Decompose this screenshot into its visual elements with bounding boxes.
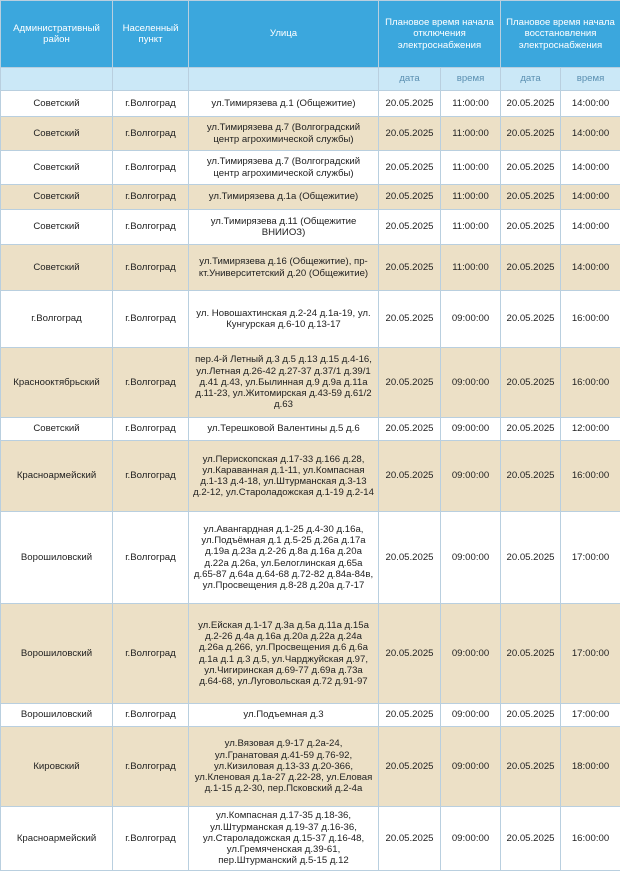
on-date-cell: 20.05.2025 [501,704,561,727]
on-time-cell: 18:00:00 [561,727,620,807]
off-time-cell: 11:00:00 [441,245,501,291]
street-cell: ул.Перископская д.17-33 д.166 д.28, ул.Караванная д.1-11, ул.Компасная д.1-13 д.4-18, ул.Штурманская д.3-13 д.2-12, ул.Староладожская д.1-19 д.2-14 [189,441,379,512]
street-cell: ул.Подъемная д.3 [189,704,379,727]
off-date-cell: 20.05.2025 [379,604,441,704]
off-time-cell: 09:00:00 [441,704,501,727]
table-row [1,91,620,117]
district-cell: Советский [1,151,113,185]
on-date-cell: 20.05.2025 [501,441,561,512]
table-row [1,291,620,348]
table-row [1,604,620,704]
off-time-cell: 09:00:00 [441,291,501,348]
district-cell: Советский [1,210,113,245]
off-time-cell: 09:00:00 [441,807,501,871]
on-date-cell: 20.05.2025 [501,117,561,151]
street-cell: ул.Тимирязева д.16 (Общежитие), пр-кт.Университетский д.20 (Общежитие) [189,245,379,291]
on-date-cell: 20.05.2025 [501,512,561,604]
off-date-cell: 20.05.2025 [379,245,441,291]
col-street: Улица [189,1,379,68]
street-cell: ул.Компасная д.17-35 д.18-36, ул.Штурманская д.19-37 д.16-36, ул.Староладожская д.15-37 д.16-48, ул.Гремяченская д.39-61, пер.Штурманский д.5-15 д.12 [189,807,379,871]
locality-cell: г.Волгоград [113,604,189,704]
district-cell: Красноармейский [1,807,113,871]
on-date-cell: 20.05.2025 [501,727,561,807]
on-date-cell: 20.05.2025 [501,245,561,291]
district-cell: Ворошиловский [1,604,113,704]
col-off-time: Плановое время начала отключения электроснабжения [379,1,501,68]
district-cell: Советский [1,245,113,291]
off-date-cell: 20.05.2025 [379,512,441,604]
district-cell: Кировский [1,727,113,807]
subheader-empty [1,68,113,91]
col-restore-time: Плановое время начала восстановления электроснабжения [501,1,620,68]
street-cell: ул.Ейская д.1-17 д.3а д.5а д.11а д.15а д.2-26 д.4а д.16а д.20а д.22а д.24а д.26а д.266, ул.Просвещения д.6 д.6а д.1а д.1 д.3 д.5, ул.Чарджуйская д.97, ул.Чигиринская д.69-77 д.69а д.73а д.64-68, ул.Луговольская д.72 д.91-97 [189,604,379,704]
locality-cell: г.Волгоград [113,727,189,807]
street-cell: ул.Терешковой Валентины д.5 д.6 [189,418,379,441]
on-date-cell: 20.05.2025 [501,348,561,418]
street-cell: ул.Авангардная д.1-25 д.4-30 д.16а, ул.Подъёмная д.1 д.5-25 д.26а д.17а д.19а д.23а д.2-26 д.8а д.16а д.20а д.22а д.26а, ул.Белоглинская д.65а д.65-87 д.64а д.64-68 д.72-82 д.84а-84в, ул.Просвещения д.8-28 д.20а д.7-17 [189,512,379,604]
locality-cell: г.Волгоград [113,441,189,512]
off-date-cell: 20.05.2025 [379,807,441,871]
street-cell: ул.Тимирязева д.11 (Общежитие ВНИИОЗ) [189,210,379,245]
on-time-cell: 16:00:00 [561,807,620,871]
street-cell: ул.Тимирязева д.7 (Волгоградский центр агрохимической службы) [189,117,379,151]
off-date-cell: 20.05.2025 [379,151,441,185]
on-date-cell: 20.05.2025 [501,604,561,704]
off-time-cell: 11:00:00 [441,210,501,245]
off-time-cell: 11:00:00 [441,185,501,210]
off-time-cell: 11:00:00 [441,117,501,151]
col-district: Административный район [1,1,113,68]
table-row [1,418,620,441]
locality-cell: г.Волгоград [113,210,189,245]
on-time-cell: 16:00:00 [561,348,620,418]
locality-cell: г.Волгоград [113,704,189,727]
district-cell: Советский [1,418,113,441]
on-time-cell: 14:00:00 [561,245,620,291]
on-date-cell: 20.05.2025 [501,807,561,871]
on-date-cell: 20.05.2025 [501,210,561,245]
district-cell: Советский [1,117,113,151]
col-off-date-label: дата [379,68,441,91]
table-row [1,185,620,210]
locality-cell: г.Волгоград [113,418,189,441]
off-date-cell: 20.05.2025 [379,291,441,348]
table-row [1,117,620,151]
subheader-row [1,68,620,91]
street-cell: ул. Новошахтинская д.2-24 д.1а-19, ул. Кунгурская д.6-10 д.13-17 [189,291,379,348]
on-time-cell: 16:00:00 [561,291,620,348]
district-cell: Краснооктябрьский [1,348,113,418]
table-row [1,210,620,245]
locality-cell: г.Волгоград [113,91,189,117]
locality-cell: г.Волгоград [113,348,189,418]
table-row [1,512,620,604]
table-row [1,245,620,291]
on-date-cell: 20.05.2025 [501,151,561,185]
on-date-cell: 20.05.2025 [501,418,561,441]
on-time-cell: 14:00:00 [561,185,620,210]
locality-cell: г.Волгоград [113,807,189,871]
table-row [1,727,620,807]
on-time-cell: 17:00:00 [561,512,620,604]
subheader-empty [189,68,379,91]
col-on-time-label: время [561,68,620,91]
district-cell: Советский [1,91,113,117]
on-time-cell: 12:00:00 [561,418,620,441]
on-time-cell: 14:00:00 [561,210,620,245]
off-date-cell: 20.05.2025 [379,185,441,210]
off-date-cell: 20.05.2025 [379,91,441,117]
locality-cell: г.Волгоград [113,151,189,185]
off-time-cell: 09:00:00 [441,727,501,807]
off-date-cell: 20.05.2025 [379,704,441,727]
on-time-cell: 17:00:00 [561,604,620,704]
street-cell: ул.Тимирязева д.1а (Общежитие) [189,185,379,210]
off-date-cell: 20.05.2025 [379,117,441,151]
on-time-cell: 14:00:00 [561,91,620,117]
locality-cell: г.Волгоград [113,185,189,210]
on-time-cell: 14:00:00 [561,151,620,185]
district-cell: г.Волгоград [1,291,113,348]
col-on-date-label: дата [501,68,561,91]
off-time-cell: 09:00:00 [441,418,501,441]
subheader-empty [113,68,189,91]
district-cell: Советский [1,185,113,210]
header-row [1,1,620,68]
district-cell: Ворошиловский [1,512,113,604]
on-time-cell: 14:00:00 [561,117,620,151]
on-time-cell: 16:00:00 [561,441,620,512]
district-cell: Ворошиловский [1,704,113,727]
locality-cell: г.Волгоград [113,245,189,291]
locality-cell: г.Волгоград [113,291,189,348]
col-locality: Населенный пункт [113,1,189,68]
district-cell: Красноармейский [1,441,113,512]
off-date-cell: 20.05.2025 [379,210,441,245]
off-time-cell: 09:00:00 [441,512,501,604]
col-off-time-label: время [441,68,501,91]
street-cell: ул.Тимирязева д.7 (Волгоградский центр агрохимической службы) [189,151,379,185]
off-date-cell: 20.05.2025 [379,418,441,441]
off-time-cell: 11:00:00 [441,151,501,185]
on-time-cell: 17:00:00 [561,704,620,727]
street-cell: пер.4-й Летный д.3 д.5 д.13 д.15 д.4-16, ул.Летная д.26-42 д.27-37 д.37/1 д.39/1 д.41 д.43, ул.Былинная д.9 д.9а д.11а д.11-23, ул.Житомирская д.43-59 д.61/2 д.63 [189,348,379,418]
on-date-cell: 20.05.2025 [501,91,561,117]
table-row [1,704,620,727]
on-date-cell: 20.05.2025 [501,291,561,348]
table-row [1,348,620,418]
street-cell: ул.Тимирязева д.1 (Общежитие) [189,91,379,117]
off-time-cell: 09:00:00 [441,348,501,418]
off-time-cell: 09:00:00 [441,441,501,512]
off-date-cell: 20.05.2025 [379,348,441,418]
table-row [1,441,620,512]
locality-cell: г.Волгоград [113,117,189,151]
table-row [1,807,620,871]
off-date-cell: 20.05.2025 [379,727,441,807]
off-date-cell: 20.05.2025 [379,441,441,512]
off-time-cell: 11:00:00 [441,91,501,117]
off-time-cell: 09:00:00 [441,604,501,704]
on-date-cell: 20.05.2025 [501,185,561,210]
table-row [1,151,620,185]
street-cell: ул.Вязовая д.9-17 д.2а-24, ул.Гранатовая д.41-59 д.76-92, ул.Кизиловая д.13-33 д.20-366, ул.Кленовая д.1а-27 д.22-28, ул.Еловая д.1-15 д.2-30, пер.Псковский д.2-4а [189,727,379,807]
locality-cell: г.Волгоград [113,512,189,604]
